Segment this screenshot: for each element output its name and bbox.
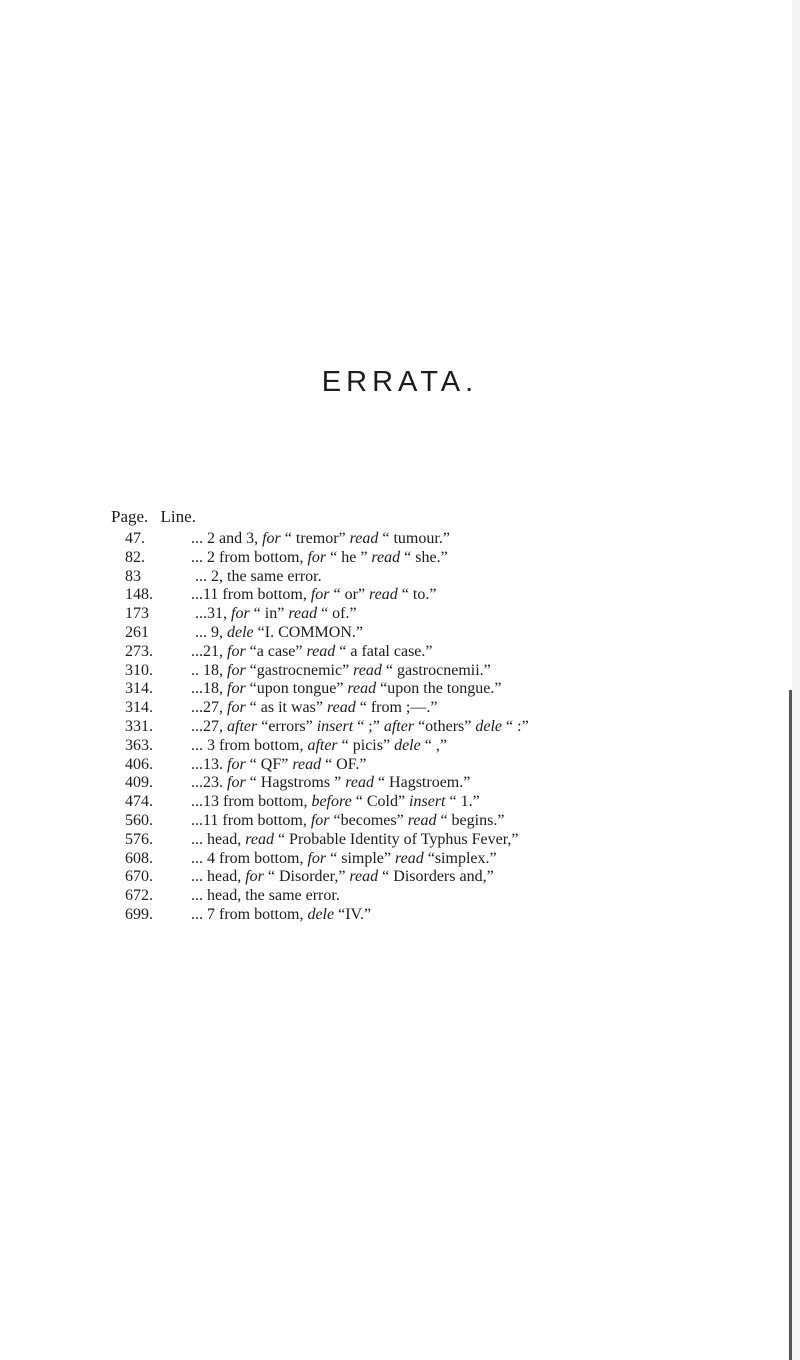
correction-segment: ...11 from bottom, — [191, 586, 311, 604]
instruction-word: for — [245, 868, 264, 886]
correction-segment: “ in” — [249, 605, 289, 623]
instruction-word: dele — [394, 736, 421, 754]
page-number: 699. — [125, 905, 153, 923]
correction-text — [191, 737, 447, 756]
instruction-word: for — [310, 586, 330, 604]
errata-row — [111, 756, 751, 775]
correction-text — [191, 831, 519, 850]
correction-segment: ... head, — [191, 868, 246, 886]
page-title: ERRATA. — [321, 366, 479, 398]
correction-segment: ...21, — [191, 642, 227, 660]
correction-text — [191, 662, 491, 681]
correction-segment: ...23. — [191, 774, 227, 792]
correction-segment: “IV.” — [334, 905, 372, 923]
instruction-word: after — [227, 717, 258, 735]
correction-segment: ... 2, the same error. — [191, 567, 322, 585]
correction-text — [191, 643, 433, 662]
correction-segment: “errors” — [257, 717, 317, 735]
correction-segment: ... 3 from bottom, — [191, 736, 308, 754]
correction-text — [191, 868, 494, 887]
instruction-word: before — [311, 793, 352, 811]
instruction-word: read — [407, 811, 437, 829]
instruction-word: dele — [475, 717, 503, 735]
correction-segment: “I. COMMON.” — [253, 623, 363, 641]
instruction-word: read — [292, 755, 322, 773]
page-number: 314. — [125, 699, 153, 717]
correction-segment: “upon tongue” — [245, 680, 348, 698]
instruction-word: for — [231, 605, 250, 623]
page-number: 173 — [125, 605, 149, 623]
page-number: 83 — [125, 567, 141, 585]
correction-text — [191, 568, 322, 587]
correction-text — [191, 906, 371, 925]
instruction-word: after — [383, 717, 415, 735]
correction-text — [191, 774, 470, 793]
errata-row — [111, 624, 751, 643]
correction-segment: “upon the tongue.” — [376, 680, 502, 698]
page-number: 363. — [125, 736, 153, 754]
correction-text — [191, 812, 504, 831]
correction-segment: “ Hagstroem.” — [373, 774, 471, 792]
errata-row — [111, 868, 751, 887]
errata-row — [111, 662, 751, 681]
instruction-word: read — [347, 680, 377, 698]
errata-row — [111, 699, 751, 718]
column-header — [111, 507, 204, 527]
page-number: 670. — [125, 868, 153, 886]
correction-segment: ...31, — [191, 605, 231, 623]
page-edge — [792, 0, 800, 1360]
page-number: 474. — [125, 793, 153, 811]
instruction-word: for — [227, 642, 246, 660]
correction-segment: “ QF” — [245, 755, 293, 773]
page-number: 47. — [125, 530, 145, 547]
instruction-word: for — [227, 755, 246, 773]
correction-text — [191, 718, 529, 737]
correction-segment: “ :” — [502, 717, 529, 735]
correction-segment: .. 18, — [191, 661, 227, 679]
errata-row — [111, 737, 751, 756]
correction-segment: “ tumour.” — [378, 530, 450, 547]
correction-segment: “ gastrocnemii.” — [381, 661, 491, 679]
errata-row — [111, 643, 751, 662]
instruction-word: read — [394, 849, 424, 867]
correction-segment: “ ,” — [420, 736, 447, 754]
instruction-word: read — [288, 605, 318, 623]
correction-segment: “ OF.” — [321, 755, 367, 773]
instruction-word: after — [307, 736, 338, 754]
page-number: 576. — [125, 830, 153, 848]
correction-segment: ... 2 from bottom, — [191, 548, 308, 566]
instruction-word: read — [306, 642, 336, 660]
correction-segment: “simplex.” — [423, 849, 497, 867]
page-number: 261 — [125, 623, 149, 641]
instruction-word: read — [353, 661, 382, 679]
page-number: 560. — [125, 811, 153, 829]
instruction-word: for — [262, 530, 281, 547]
correction-segment: ... 7 from bottom, — [191, 905, 308, 923]
correction-text — [191, 624, 363, 643]
correction-segment: “ a fatal case.” — [335, 642, 433, 660]
page-number: 148. — [125, 586, 153, 604]
instruction-word: insert — [316, 717, 354, 735]
correction-segment: “ as it was” — [245, 699, 327, 717]
instruction-word: for — [227, 680, 246, 698]
correction-segment: “ picis” — [337, 736, 395, 754]
errata-row — [111, 605, 751, 624]
correction-segment: ...11 from bottom, — [191, 811, 311, 829]
page-number: 409. — [125, 774, 153, 792]
errata-row — [111, 850, 751, 869]
correction-segment: “ of.” — [317, 605, 357, 623]
correction-text — [191, 680, 501, 699]
instruction-word: read — [349, 868, 379, 886]
correction-text — [191, 699, 437, 718]
correction-segment: ...13. — [191, 755, 227, 773]
errata-row — [111, 906, 751, 925]
errata-row — [111, 680, 751, 699]
correction-segment: ... 2 and 3, — [191, 530, 263, 547]
instruction-word: read — [345, 774, 374, 792]
correction-segment: ... head, — [191, 830, 246, 848]
correction-segment: “ simple” — [326, 849, 395, 867]
page-number: 406. — [125, 755, 153, 773]
correction-text — [191, 605, 357, 624]
page-number: 314. — [125, 680, 153, 698]
correction-segment: “ she.” — [400, 548, 448, 566]
instruction-word: dele — [227, 623, 254, 641]
page-number: 672. — [125, 887, 153, 905]
correction-text — [191, 756, 366, 775]
instruction-word: read — [349, 530, 379, 547]
correction-segment: “ from ;—.” — [355, 699, 438, 717]
errata-row — [111, 586, 751, 605]
errata-list — [111, 530, 751, 925]
correction-segment: “ Probable Identity of Typhus Fever,” — [273, 830, 519, 848]
instruction-word: for — [227, 661, 246, 679]
correction-segment: “ 1.” — [445, 793, 480, 811]
correction-segment: ... 4 from bottom, — [191, 849, 308, 867]
correction-text — [191, 549, 448, 568]
correction-segment: “ begins.” — [436, 811, 505, 829]
errata-row — [111, 812, 751, 831]
correction-text — [191, 586, 436, 605]
correction-segment: ...27, — [191, 717, 227, 735]
correction-text — [191, 850, 497, 869]
correction-segment: “a case” — [245, 642, 307, 660]
correction-segment: ... head, the same error. — [191, 887, 340, 905]
correction-segment: ... 9, — [191, 623, 227, 641]
page-number: 331. — [125, 717, 153, 735]
errata-row — [111, 568, 751, 587]
page-edge-shadow — [789, 690, 792, 1360]
correction-text — [191, 530, 450, 549]
instruction-word: read — [245, 830, 274, 848]
page-number: 608. — [125, 849, 153, 867]
page-number: 273. — [125, 642, 153, 660]
correction-segment: “becomes” — [329, 811, 408, 829]
instruction-word: read — [369, 586, 398, 604]
instruction-word: dele — [307, 905, 335, 923]
instruction-word: read — [371, 548, 401, 566]
errata-row — [111, 774, 751, 793]
correction-segment: “ or” — [329, 586, 370, 604]
page-number: 82. — [125, 548, 145, 566]
correction-segment: “ to.” — [397, 586, 437, 604]
errata-row — [111, 530, 751, 549]
errata-row — [111, 718, 751, 737]
correction-segment: ...18, — [191, 680, 227, 698]
page-column-label: Page. — [111, 507, 149, 526]
errata-row — [111, 831, 751, 850]
correction-segment: ...27, — [191, 699, 227, 717]
instruction-word: for — [227, 699, 246, 717]
correction-segment: “ Disorder,” — [263, 868, 350, 886]
line-column-label: Line. — [160, 507, 196, 526]
errata-row — [111, 549, 751, 568]
errata-row — [111, 793, 751, 812]
correction-segment: “gastrocnemic” — [245, 661, 354, 679]
correction-segment: “ Cold” — [351, 793, 410, 811]
correction-segment: “others” — [414, 717, 476, 735]
correction-segment: “ Disorders and,” — [378, 868, 494, 886]
correction-text — [191, 793, 480, 812]
correction-text — [191, 887, 340, 906]
instruction-word: insert — [409, 793, 446, 811]
correction-segment: “ tremor” — [280, 530, 350, 547]
correction-segment: “ Hagstroms ” — [245, 774, 346, 792]
correction-segment: “ ;” — [353, 717, 384, 735]
instruction-word: for — [227, 774, 246, 792]
instruction-word: read — [326, 699, 356, 717]
errata-row — [111, 887, 751, 906]
correction-segment: ...13 from bottom, — [191, 793, 312, 811]
instruction-word: for — [310, 811, 330, 829]
correction-segment: “ he ” — [326, 548, 372, 566]
instruction-word: for — [307, 548, 327, 566]
page-number: 310. — [125, 661, 153, 679]
instruction-word: for — [307, 849, 327, 867]
